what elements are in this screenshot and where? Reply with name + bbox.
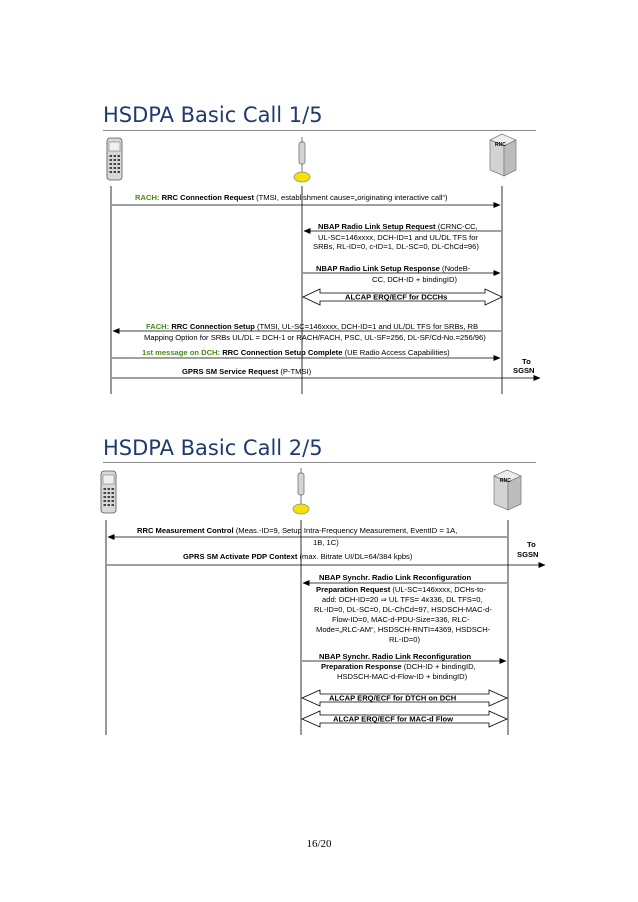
s2-msg3-line6: Mode=„RLC-AM“, HSDSCH-RNTI=4369, HSDSCH- — [316, 625, 491, 634]
s2-msg1-line2: 1B, 1C) — [313, 538, 339, 547]
s2-msg2-label: GPRS SM Activate PDP Context (max. Bitrate UI/DL=64/384 kpbs) — [183, 552, 413, 561]
s1-msg2-line2: UL-SC=146xxxx, DCH-ID=1 and UL/DL TFS for — [318, 233, 478, 242]
nodeb-antenna-icon — [293, 468, 309, 514]
s2-msg3-line5: Flow-ID=0, MAC-d-PDU-Size=336, RLC- — [332, 615, 470, 624]
s1-alcap-label: ALCAP ERQ/ECF for DCCHs — [345, 292, 448, 302]
s1-msg5-line2: Mapping Option for SRBs UL/DL = DCH-1 or RACH/FACH, PSC, UL-SF=256, DL-SF/Cd-No.=256/96) — [144, 333, 486, 342]
section1-title: HSDPA Basic Call 1/5 — [103, 103, 323, 127]
s1-to-label: To — [522, 357, 531, 366]
s1-msg3-line1: NBAP Radio Link Setup Response (NodeB- — [316, 264, 471, 273]
s1-msg1-label: RACH: RRC Connection Request (TMSI, establishment cause=„originating interactive call“) — [135, 193, 448, 202]
rnc-label: RNC — [495, 142, 506, 148]
ue-phone-icon — [107, 138, 122, 180]
s1-msg2-line3: SRBs, RL-ID=0, c-ID=1, DL-SC=0, DL-ChCd=96) — [313, 242, 479, 251]
s2-to-label: To — [527, 540, 536, 549]
rnc-node-icon — [494, 470, 521, 510]
s2-alcap-macd-label: ALCAP ERQ/ECF for MAC-d Flow — [333, 714, 454, 724]
nodeb-antenna-icon — [294, 137, 310, 182]
s1-msg3-line2: CC, DCH-ID + bindingID) — [372, 275, 458, 284]
s2-msg1-line1: RRC Measurement Control (Meas.-ID=9, Setup Intra-Frequency Measurement, EventID = 1A, — [137, 526, 458, 535]
s2-alcap-dtch-label: ALCAP ERQ/ECF for DTCH on DCH — [329, 693, 457, 703]
s2-msg4-line2: Preparation Response (DCH-ID + bindingID, — [321, 662, 476, 671]
s2-msg3-line3: add: DCH-ID=20 ⇒ UL TFS= 4x336, DL TFS=0, — [322, 595, 483, 604]
s2-msg3-line4: RL-ID=0, DL-SC=0, DL-ChCd=97, HSDSCH-MAC-d- — [314, 605, 492, 614]
rnc-node-icon — [490, 134, 516, 176]
s2-msg3-line2: Preparation Request (UL-SC=146xxxx, DCHs-to- — [316, 585, 486, 594]
s2-sgsn-label: SGSN — [517, 550, 539, 559]
rnc-label: RNC — [500, 478, 511, 484]
section2-diagram — [0, 462, 638, 742]
s2-msg4-line1: NBAP Synchr. Radio Link Reconfiguration — [319, 652, 472, 661]
section2-title: HSDPA Basic Call 2/5 — [103, 436, 323, 460]
page-number: 16/20 — [306, 838, 332, 850]
section1-diagram — [0, 132, 638, 402]
s1-sgsn-label: SGSN — [513, 366, 535, 375]
section1-title-rule — [103, 130, 536, 131]
s2-msg3-line1: NBAP Synchr. Radio Link Reconfiguration — [319, 573, 472, 582]
s2-msg4-line3: HSDSCH-MAC-d-Flow-ID + bindingID) — [337, 672, 468, 681]
s1-msg7-label: GPRS SM Service Request (P-TMSI) — [182, 367, 312, 376]
s1-msg6-label: 1st message on DCH: RRC Connection Setup Complete (UE Radio Access Capabilities) — [142, 348, 450, 357]
ue-phone-icon — [101, 471, 116, 513]
s2-msg3-line7: RL-ID=0) — [389, 635, 421, 644]
s1-msg2-line1: NBAP Radio Link Setup Request (CRNC-CC, — [318, 222, 478, 231]
s1-msg5-line1: FACH: RRC Connection Setup (TMSI, UL-SC=146xxxx, DCH-ID=1 and UL/DL TFS for SRBs, RB — [146, 322, 479, 331]
